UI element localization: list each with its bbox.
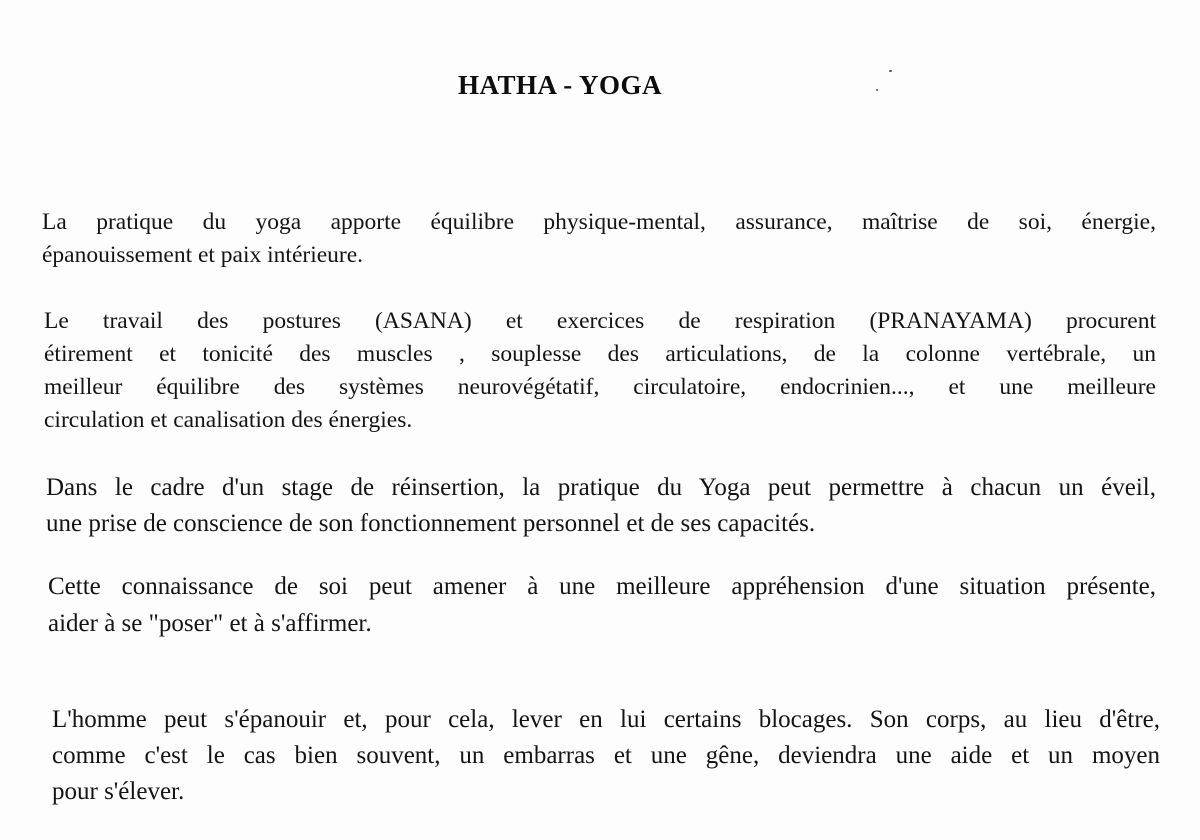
paragraph-line: Le travail des postures (ASANA) et exercices de respiration (PRANAYAMA) procurent — [44, 308, 1156, 334]
paragraph-line: étirement et tonicité des muscles , souplesse des articulations, de la colonne vertébrale, un — [44, 341, 1156, 367]
scan-speck — [889, 70, 892, 72]
paragraph-line: meilleur équilibre des systèmes neurovégétatif, circulatoire, endocrinien..., et une meilleure — [44, 374, 1156, 400]
scan-speck — [876, 89, 878, 91]
paragraph-line: épanouissement et paix intérieure. — [42, 242, 364, 268]
paragraph-intro — [42, 206, 1156, 272]
paragraph-line: pour s'élever. — [52, 778, 185, 805]
paragraph-line: comme c'est le cas bien souvent, un embarras et une gêne, deviendra une aide et un moyen — [52, 742, 1160, 769]
paragraph-self-knowledge — [48, 568, 1156, 642]
paragraph-line: aider à se "poser" et à s'affirmer. — [48, 610, 372, 637]
paragraph-human-body — [52, 702, 1160, 810]
paragraph-reinsertion — [46, 470, 1156, 542]
paragraph-line: Dans le cadre d'un stage de réinsertion, la pratique du Yoga peut permettre à chacun un éveil, — [46, 474, 1156, 501]
paragraph-asana-pranayama — [44, 305, 1156, 437]
paragraph-line: une prise de conscience de son fonctionnement personnel et de ses capacités. — [46, 510, 816, 537]
paragraph-line: La pratique du yoga apporte équilibre physique-mental, assurance, maîtrise de soi, énergie, — [42, 209, 1156, 235]
document-title: HATHA - YOGA — [457, 70, 662, 100]
paragraph-line: circulation et canalisation des énergies. — [44, 407, 413, 433]
paragraph-line: L'homme peut s'épanouir et, pour cela, lever en lui certains blocages. Son corps, au lieu d'être, — [52, 706, 1160, 733]
paragraph-line: Cette connaissance de soi peut amener à une meilleure appréhension d'une situation présente, — [48, 573, 1156, 600]
